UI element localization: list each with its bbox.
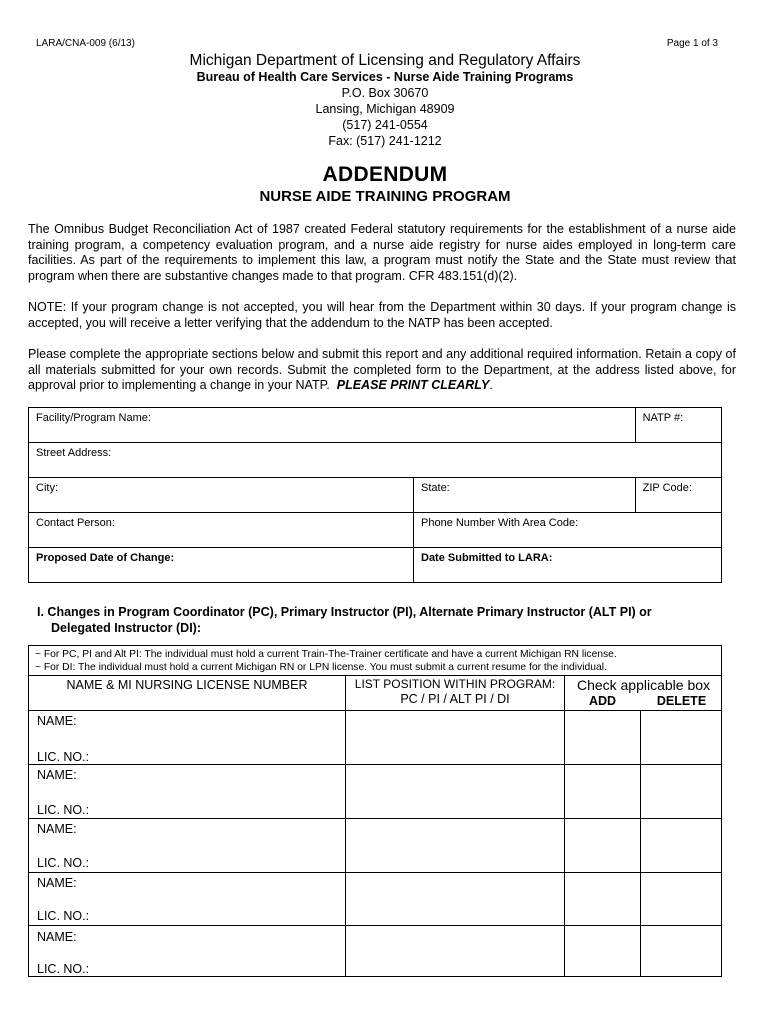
date-submitted-field[interactable]: [414, 548, 722, 583]
license-label: LIC. NO.:: [37, 962, 90, 976]
state-label: State:: [421, 482, 450, 494]
bureau-name: Bureau of Health Care Services - Nurse Aide Training Programs: [196, 70, 574, 84]
column-header-delete: DELETE: [656, 694, 707, 708]
phone-line: (517) 241-0554: [342, 118, 428, 132]
proposed-date-label: Proposed Date of Change:: [36, 552, 175, 564]
section-1-title-line1: I. Changes in Program Coordinator (PC), Primary Instructor (PI), Alternate Primary Instructor (ALT PI) or: [37, 605, 652, 619]
phone-field[interactable]: [414, 513, 722, 548]
proposed-date-field[interactable]: [29, 548, 414, 583]
requirement-note-di: ~ For DI: The individual must hold a current Michigan RN or LPN license. You must submit a current resume for the individual.: [35, 662, 607, 673]
name-label: NAME:: [37, 714, 77, 728]
section-1-title-line2: Delegated Instructor (DI):: [51, 621, 202, 635]
city-label: City:: [36, 482, 58, 494]
state-field[interactable]: [414, 478, 636, 513]
street-address-label: Street Address:: [36, 447, 112, 459]
facility-name-label: Facility/Program Name:: [36, 412, 151, 424]
intro-paragraph: The Omnibus Budget Reconciliation Act of 1987 created Federal statutory requirements for the establishment of a nurse aide training program, a competency evaluation program, and a nurse aide registry for nurse aides employed in long-term care facilities. As part of the requirements to implement this law, a program must notify the State and the State must review that program when there are substantive changes made to that program. CFR 483.151(d)(2).: [28, 222, 736, 283]
section-1-title: [37, 604, 737, 636]
license-label: LIC. NO.:: [37, 856, 90, 870]
page-number: Page 1 of 3: [666, 38, 718, 49]
date-submitted-label: Date Submitted to LARA:: [421, 552, 553, 564]
natp-number-label: NATP #:: [642, 412, 684, 424]
column-header-add: ADD: [588, 694, 617, 708]
column-header-position: LIST POSITION WITHIN PROGRAM:: [354, 677, 556, 691]
requirement-note-pc-pi: ~ For PC, PI and Alt PI: The individual must hold a current Train-The-Trainer certificate and have a current Michigan RN license.: [35, 649, 617, 660]
program-info-table: [28, 407, 722, 583]
note-paragraph: NOTE: If your program change is not accepted, you will hear from the Department within 30 days. If your program change is accepted, you will receive a letter verifying that the addendum to the NATP has been accepted.: [28, 300, 736, 330]
natp-number-field[interactable]: [635, 408, 721, 443]
agency-name: Michigan Department of Licensing and Regulatory Affairs: [189, 52, 581, 69]
fax-line: Fax: (517) 241-1212: [328, 134, 442, 148]
contact-person-field[interactable]: [29, 513, 414, 548]
instructions-end: .: [489, 378, 493, 393]
zip-field[interactable]: [635, 478, 721, 513]
page-subtitle: NURSE AIDE TRAINING PROGRAM: [259, 188, 511, 205]
column-header-check: Check applicable box: [576, 677, 711, 693]
name-label: NAME:: [37, 930, 77, 944]
address-line: Lansing, Michigan 48909: [315, 102, 455, 116]
column-header-position-options: PC / PI / ALT PI / DI: [400, 692, 510, 706]
zip-label: ZIP Code:: [642, 482, 692, 494]
street-address-field[interactable]: [29, 443, 722, 478]
column-header-name: NAME & MI NURSING LICENSE NUMBER: [66, 678, 308, 692]
contact-person-label: Contact Person:: [36, 517, 115, 529]
instructions-text: Please complete the appropriate sections below and submit this report and any additional required information. Retain a copy of all materials submitted for your own records. Submit the completed form to the Department, at the address listed above, for approval prior to implementing a change in your NATP.: [28, 347, 736, 393]
phone-label: Phone Number With Area Code:: [421, 517, 579, 529]
name-label: NAME:: [37, 876, 77, 890]
license-label: LIC. NO.:: [37, 803, 90, 817]
page-title: ADDENDUM: [322, 163, 448, 186]
instructor-changes-table: [28, 645, 722, 977]
name-label: NAME:: [37, 768, 77, 782]
name-label: NAME:: [37, 822, 77, 836]
license-label: LIC. NO.:: [37, 750, 90, 764]
city-field[interactable]: [29, 478, 414, 513]
license-label: LIC. NO.:: [37, 909, 90, 923]
print-clearly-emphasis: PLEASE PRINT CLEARLY: [336, 378, 490, 393]
address-line: P.O. Box 30670: [341, 86, 429, 100]
instructions-paragraph: [28, 347, 736, 394]
facility-name-field[interactable]: [29, 408, 636, 443]
form-id: LARA/CNA-009 (6/13): [36, 38, 135, 49]
